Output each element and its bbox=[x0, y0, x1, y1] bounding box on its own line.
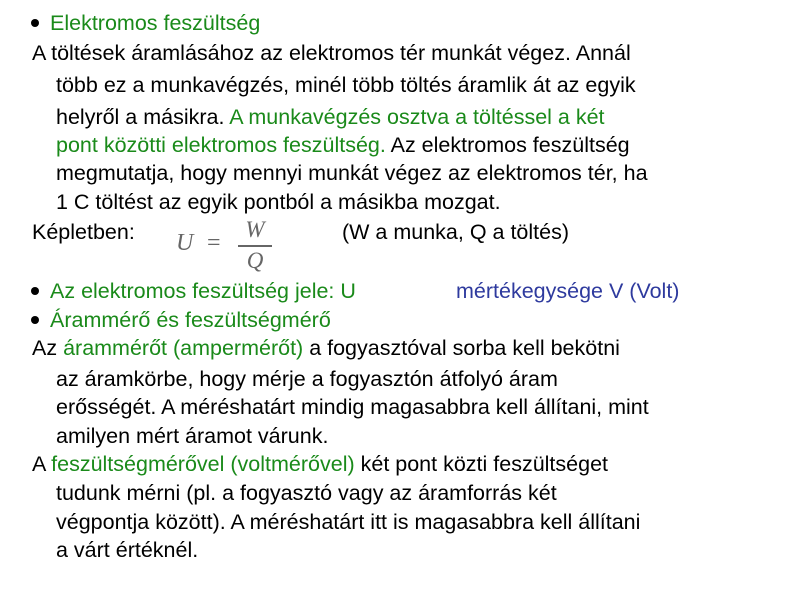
bullet-meters bbox=[32, 307, 331, 333]
paragraph-line: több ez a munkavégzés, minél több töltés áramlik át az egyik bbox=[56, 73, 636, 97]
paragraph-line: az áramkörbe, hogy mérje a fogyasztón átfolyó áram bbox=[56, 367, 558, 391]
text-span: A bbox=[32, 452, 52, 476]
bullet-heading-voltage bbox=[32, 10, 260, 36]
highlight-definition: pont közötti elektromos feszültség. bbox=[56, 133, 386, 157]
text-span: két pont közti feszültséget bbox=[354, 452, 609, 476]
paragraph-line: erősségét. A méréshatárt mindig magasabbra kell állítani, mint bbox=[56, 395, 649, 419]
fraction-bar bbox=[238, 245, 272, 247]
bullet-dot bbox=[31, 287, 39, 295]
formula-note: (W a munka, Q a töltés) bbox=[342, 220, 570, 244]
bullet-dot bbox=[31, 19, 39, 27]
bullet-dot bbox=[31, 316, 39, 324]
paragraph-line: a várt értéknél. bbox=[56, 538, 199, 562]
heading-text: Elektromos feszültség bbox=[50, 11, 261, 35]
formula-denominator: Q bbox=[246, 248, 264, 273]
formula-equals: = bbox=[207, 230, 221, 256]
unit-text: mértékegysége V (Volt) bbox=[456, 279, 680, 303]
paragraph-line: megmutatja, hogy mennyi munkát végez az elektromos tér, ha bbox=[56, 161, 648, 185]
paragraph-line bbox=[32, 451, 608, 477]
paragraph-line: amilyen mért áramot várunk. bbox=[56, 424, 329, 448]
paragraph-line: tudunk mérni (pl. a fogyasztó vagy az áramforrás két bbox=[56, 481, 557, 505]
text-span: a fogyasztóval sorba kell bekötni bbox=[303, 336, 620, 360]
highlight-term: feszültségmérővel (voltmérővel) bbox=[51, 452, 355, 476]
highlight-definition: A munkavégzés osztva a töltéssel a két bbox=[229, 105, 605, 129]
text-span: Az bbox=[32, 336, 64, 360]
bullet-voltage-symbol bbox=[32, 278, 356, 304]
paragraph-line bbox=[56, 104, 605, 130]
bullet-text: Árammérő és feszültségmérő bbox=[50, 308, 331, 332]
paragraph-line bbox=[32, 335, 620, 361]
bullet-text: Az elektromos feszültség jele: U bbox=[50, 279, 356, 303]
paragraph-line bbox=[56, 132, 630, 158]
formula-lhs: U bbox=[176, 230, 194, 256]
highlight-term: árammérőt (ampermérőt) bbox=[63, 336, 304, 360]
formula-numerator: W bbox=[245, 217, 265, 242]
text-span: Az elektromos feszültség bbox=[385, 133, 630, 157]
text-span: helyről a másikra. bbox=[56, 105, 230, 129]
voltage-formula bbox=[176, 218, 276, 276]
paragraph-line: végpontja között). A méréshatárt itt is magasabbra kell állítani bbox=[56, 510, 641, 534]
paragraph-line: A töltések áramlásához az elektromos tér munkát végez. Annál bbox=[32, 41, 631, 65]
formula-label: Képletben: bbox=[32, 220, 135, 244]
paragraph-line: 1 C töltést az egyik pontból a másikba mozgat. bbox=[56, 190, 501, 214]
